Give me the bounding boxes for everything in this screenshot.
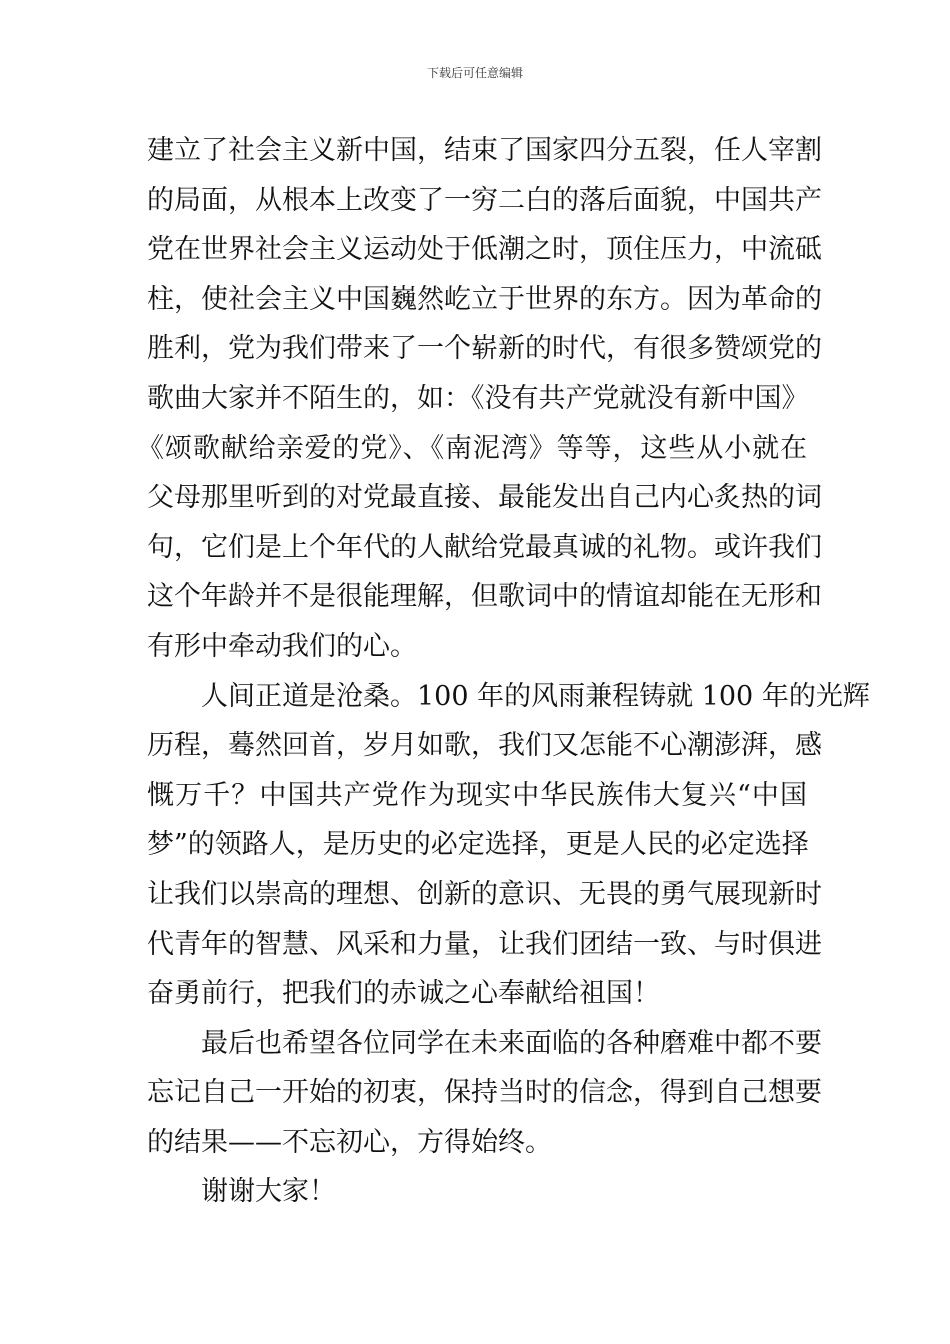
paragraph-end-line: 的结果——不忘初心，方得始终。	[147, 1126, 552, 1158]
text-line: 党在世界社会主义运动处于低潮之时，顶住压力，中流砥	[147, 234, 822, 266]
paragraph-start-line: 最后也希望各位同学在未来面临的各种磨难中都不要	[201, 1027, 822, 1059]
text-line: 《颂歌献给亲爱的党》、《南泥湾》等等，这些从小就在	[137, 432, 807, 464]
text-line: 建立了社会主义新中国，结束了国家四分五裂，任人宰割	[147, 135, 822, 166]
text-line: 历程，蓦然回首，岁月如歌，我们又怎能不心潮澎湃，感	[147, 730, 822, 762]
text-line: 柱，使社会主义中国巍然屹立于世界的东方。因为革命的	[147, 283, 822, 315]
document-body	[137, 126, 870, 1217]
text-line: 代青年的智慧、风采和力量，让我们团结一致、与时俱进	[147, 928, 822, 960]
text-line: 胜利，党为我们带来了一个崭新的时代，有很多赞颂党的	[147, 333, 822, 365]
text-line: 让我们以崇高的理想、创新的意识、无畏的勇气展现新时	[147, 878, 822, 910]
paragraph-end-line: 有形中牵动我们的心。	[147, 630, 417, 662]
text-line: 慨万千？中国共产党作为现实中华民族伟大复兴“中国	[147, 779, 807, 811]
text-line: 句，它们是上个年代的人献给党最真诚的礼物。或许我们	[147, 531, 822, 563]
text-line: 这个年龄并不是很能理解，但歌词中的情谊却能在无形和	[147, 581, 822, 613]
text-line: 梦”的领路人，是历史的必定选择，更是人民的必定选择	[147, 829, 809, 861]
page-header-note: 下载后可任意编辑	[426, 66, 523, 80]
paragraph-start-line: 人间正道是沧桑。100 年的风雨兼程铸就 100 年的光辉	[201, 680, 870, 712]
paragraph-end-line: 奋勇前行，把我们的赤诚之心奉献给祖国！	[147, 978, 660, 1010]
text-line: 歌曲大家并不陌生的，如：《没有共产党就没有新中国》	[147, 382, 809, 414]
text-line: 的局面，从根本上改变了一穷二白的落后面貌，中国共产	[147, 184, 822, 216]
closing-line: 谢谢大家！	[201, 1176, 336, 1208]
text-line: 忘记自己一开始的初衷，保持当时的信念，得到自己想要	[147, 1077, 822, 1109]
text-line: 父母那里听到的对党最直接、最能发出自己内心炙热的词	[147, 482, 822, 514]
